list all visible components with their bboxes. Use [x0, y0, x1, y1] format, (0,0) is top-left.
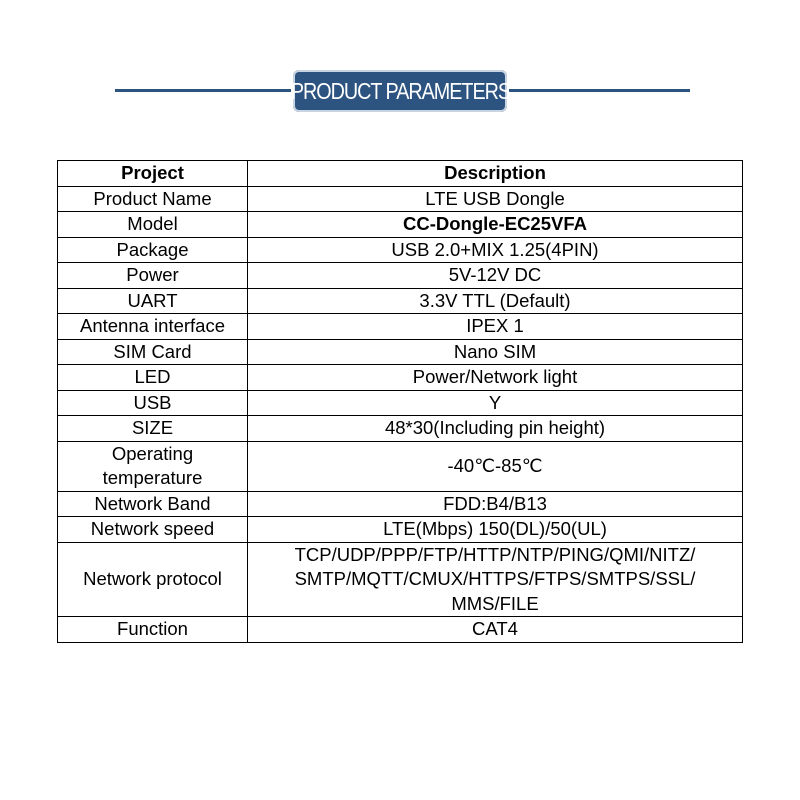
table-row	[58, 517, 743, 543]
table-row	[58, 263, 743, 289]
row-project: UART	[58, 288, 248, 314]
row-project: Product Name	[58, 186, 248, 212]
row-description: 3.3V TTL (Default)	[248, 288, 743, 314]
table-row	[58, 186, 743, 212]
row-description: 5V-12V DC	[248, 263, 743, 289]
row-description: -40℃-85℃	[248, 441, 743, 491]
row-project: Package	[58, 237, 248, 263]
row-project: SIZE	[58, 416, 248, 442]
section-header	[0, 68, 800, 114]
row-project	[58, 441, 248, 491]
header-badge	[291, 68, 509, 114]
header-description: Description	[248, 161, 743, 187]
table-row	[58, 237, 743, 263]
table-row	[58, 542, 743, 617]
table-row	[58, 212, 743, 238]
row-project: Function	[58, 617, 248, 643]
table-row	[58, 617, 743, 643]
header-rule-left	[115, 89, 300, 92]
row-project: SIM Card	[58, 339, 248, 365]
row-project: Network speed	[58, 517, 248, 543]
table-row	[58, 441, 743, 491]
table-row	[58, 339, 743, 365]
table-row	[58, 491, 743, 517]
header-rule-right	[500, 89, 690, 92]
row-description-line: MMS/FILE	[451, 592, 539, 614]
table-row	[58, 314, 743, 340]
row-project: USB	[58, 390, 248, 416]
row-project-line: temperature	[102, 467, 203, 488]
row-description	[248, 542, 743, 617]
parameters-table	[57, 160, 743, 643]
row-project-line: Operating	[111, 442, 194, 464]
table-header-row	[58, 161, 743, 187]
table-row	[58, 365, 743, 391]
row-project: LED	[58, 365, 248, 391]
row-description: CAT4	[248, 617, 743, 643]
row-project: Network protocol	[58, 542, 248, 617]
row-description-line: TCP/UDP/PPP/FTP/HTTP/NTP/PING/QMI/NITZ/	[294, 543, 696, 565]
row-description-line: SMTP/MQTT/CMUX/HTTPS/FTPS/SMTPS/SSL/	[294, 568, 696, 589]
row-description: 48*30(Including pin height)	[248, 416, 743, 442]
table-row	[58, 288, 743, 314]
row-project: Antenna interface	[58, 314, 248, 340]
row-description: IPEX 1	[248, 314, 743, 340]
row-project: Power	[58, 263, 248, 289]
row-description: Power/Network light	[248, 365, 743, 391]
row-description: LTE(Mbps) 150(DL)/50(UL)	[248, 517, 743, 543]
row-description: USB 2.0+MIX 1.25(4PIN)	[248, 237, 743, 263]
row-project: Network Band	[58, 491, 248, 517]
header-project: Project	[58, 161, 248, 187]
table-row	[58, 390, 743, 416]
row-description: Nano SIM	[248, 339, 743, 365]
row-project: Model	[58, 212, 248, 238]
table-row	[58, 416, 743, 442]
page-title: PRODUCT PARAMETERS	[290, 77, 510, 104]
row-description: LTE USB Dongle	[248, 186, 743, 212]
row-description: Y	[248, 390, 743, 416]
row-description: FDD:B4/B13	[248, 491, 743, 517]
row-description: CC-Dongle-EC25VFA	[248, 212, 743, 238]
